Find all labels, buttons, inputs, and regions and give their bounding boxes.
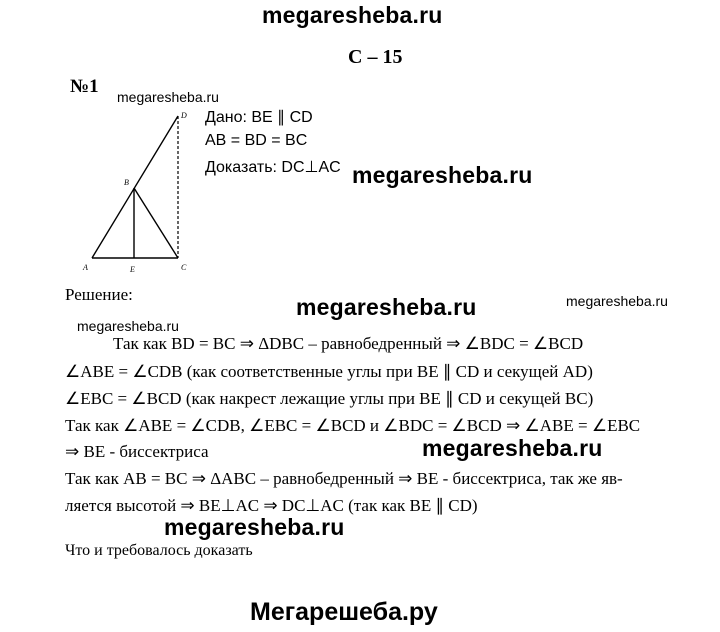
segment-bc: [134, 188, 178, 258]
label-c: C: [181, 263, 187, 272]
given-line-2: AB = BD = BC: [205, 132, 308, 149]
label-e: E: [130, 265, 135, 274]
watermark-left-solution: megaresheba.ru: [77, 318, 179, 334]
section-title: C – 15: [348, 46, 403, 68]
solution-line-4: Так как ∠ABE = ∠CDB, ∠EBC = ∠BCD и ∠BDC = ∠BCD ⇒ ∠ABE = ∠EBC: [65, 416, 641, 435]
label-d: D: [181, 111, 187, 120]
footer-site: Мегарешеба.ру: [250, 598, 438, 626]
watermark-mid-right: megaresheba.ru: [566, 293, 668, 309]
given-line-1: Дано: BE ∥ CD: [205, 109, 313, 126]
solution-line-2: ∠ABE = ∠CDB (как соответственные углы при BE ∥ CD и секущей AD): [65, 362, 593, 381]
watermark-lower-left: megaresheba.ru: [164, 514, 345, 540]
watermark-mid: megaresheba.ru: [296, 294, 477, 320]
watermark-near-given: megaresheba.ru: [117, 89, 219, 105]
problem-number: №1: [70, 76, 99, 97]
watermark-right-of-given: megaresheba.ru: [352, 162, 533, 188]
triangle-figure: [80, 108, 200, 278]
solution-line-7: ляется высотой ⇒ BE⊥AC ⇒ DC⊥AC (так как BE ∥ CD): [65, 496, 478, 515]
solution-label: Решение:: [65, 285, 133, 304]
solution-line-5: ⇒ BE - биссектриса: [65, 442, 209, 461]
watermark-right-body: megaresheba.ru: [422, 435, 603, 461]
solution-line-3: ∠EBC = ∠BCD (как накрест лежащие углы при BE ∥ CD и секущей BC): [65, 389, 594, 408]
solution-line-1: Так как BD = BC ⇒ ΔDBC – равнобедренный ⇒ ∠BDC = ∠BCD: [113, 334, 584, 353]
conclusion: Что и требовалось доказать: [65, 542, 253, 559]
label-b: B: [124, 178, 129, 187]
solution-line-6: Так как AB = BC ⇒ ΔABC – равнобедренный ⇒ BE - биссектриса, так же яв-: [65, 469, 623, 488]
label-a: A: [83, 263, 88, 272]
watermark-top: megaresheba.ru: [262, 2, 443, 28]
given-line-3: Доказать: DC⊥AC: [205, 159, 341, 176]
